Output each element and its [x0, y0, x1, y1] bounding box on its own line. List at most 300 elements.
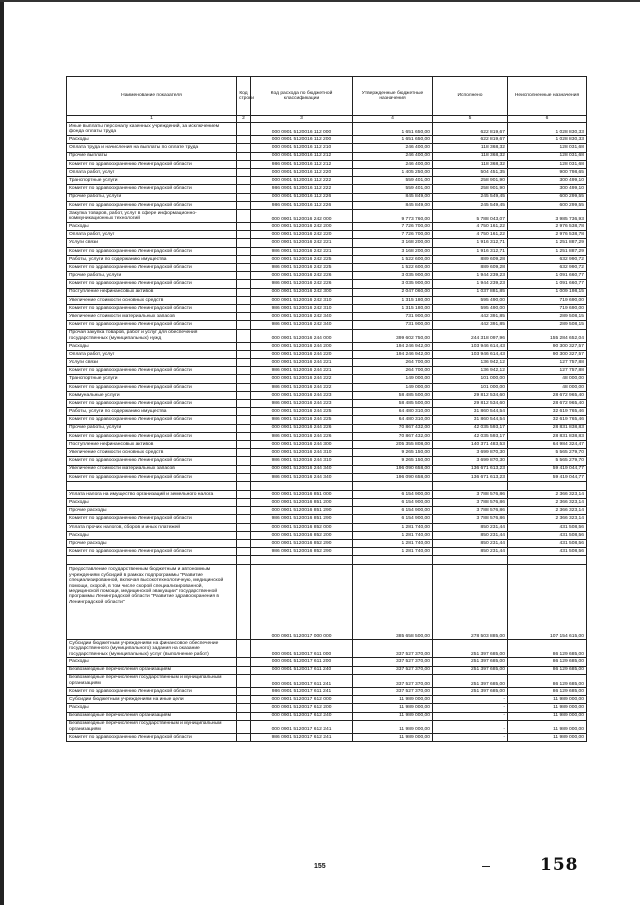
row-name: Комитет по здравоохранению Ленинградской области	[67, 457, 237, 465]
row-executed: -	[433, 696, 508, 704]
row-name: Оплата труда и начисления на выплаты по оплате труда	[67, 144, 237, 152]
row-name: Расходы	[67, 342, 237, 350]
row-code	[237, 329, 251, 342]
row-name: Комитет по здравоохранению Ленинградской области	[67, 515, 237, 523]
row-approved: 11 989 000,00	[353, 696, 433, 704]
row-approved: 149 000,00	[353, 375, 433, 383]
table-row	[67, 280, 587, 288]
row-unexecuted: 128 031,68	[508, 144, 587, 152]
row-name: Расходы	[67, 658, 237, 666]
row-approved: 6 154 900,00	[353, 490, 433, 498]
row-unexecuted: 128 031,68	[508, 152, 587, 160]
row-code	[237, 367, 251, 375]
row-classification-code: 000 0901 5120016 851 290	[251, 507, 353, 515]
row-approved: 9 265 150,00	[353, 449, 433, 457]
row-code	[237, 515, 251, 523]
row-classification-code: 986 0901 5120016 112 222	[251, 185, 353, 193]
table-row	[67, 185, 587, 193]
row-executed: 118 368,32	[433, 152, 508, 160]
row-executed: 1 944 239,23	[433, 280, 508, 288]
row-unexecuted: 3 985 736,93	[508, 209, 587, 222]
row-unexecuted: 431 508,56	[508, 548, 587, 556]
row-code	[237, 231, 251, 239]
table-row	[67, 123, 587, 136]
row-classification-code: 000 0901 5120016 242 300	[251, 288, 353, 296]
row-executed: 251 397 685,00	[433, 666, 508, 674]
row-approved: 559 401,00	[353, 185, 433, 193]
row-classification-code: 000 0901 5120016 112 226	[251, 193, 353, 201]
row-code	[237, 565, 251, 640]
row-classification-code: 000 0901 5120016 244 225	[251, 408, 353, 416]
row-name: Расходы	[67, 499, 237, 507]
header-approved: Утвержденные бюджетные назначения	[353, 77, 433, 116]
row-unexecuted: 28 672 965,40	[508, 400, 587, 408]
row-unexecuted: 600 299,55	[508, 193, 587, 201]
row-unexecuted: 86 129 685,00	[508, 666, 587, 674]
table-row	[67, 193, 587, 201]
row-classification-code: 000 0901 5120016 242 225	[251, 255, 353, 263]
row-executed: 5 788 043,07	[433, 209, 508, 222]
row-approved: 9 265 150,00	[353, 457, 433, 465]
row-executed: -	[433, 733, 508, 741]
row-classification-code: 000 0901 5120016 112 000	[251, 123, 353, 136]
row-executed: 3 788 576,86	[433, 499, 508, 507]
row-code	[237, 400, 251, 408]
budget-execution-table	[66, 76, 587, 742]
row-name: Работы, услуги по содержанию имущества	[67, 408, 237, 416]
table-row	[67, 391, 587, 399]
table-row	[67, 449, 587, 457]
row-name: Комитет по здравоохранению Ленинградской области	[67, 185, 237, 193]
row-executed: 3 699 870,30	[433, 457, 508, 465]
table-row	[67, 490, 587, 498]
row-unexecuted: 719 690,00	[508, 296, 587, 304]
row-code	[237, 640, 251, 658]
row-classification-code: 000 0901 5120017 612 000	[251, 696, 353, 704]
table-row	[67, 696, 587, 704]
table-row	[67, 144, 587, 152]
table-row	[67, 704, 587, 712]
row-classification-code: 000 0901 5120016 244 300	[251, 440, 353, 448]
row-name: Закупка товаров, работ, услуг в сфере информационно-коммуникационных технологий	[67, 209, 237, 222]
row-name: Коммунальные услуги	[67, 391, 237, 399]
row-approved: 196 090 658,00	[353, 465, 433, 473]
row-unexecuted: 86 129 685,00	[508, 640, 587, 658]
table-row	[67, 264, 587, 272]
row-approved: 337 527 370,00	[353, 658, 433, 666]
row-name: Прочие расходы	[67, 540, 237, 548]
table-row	[67, 168, 587, 176]
row-code	[237, 473, 251, 481]
row-classification-code: 986 0901 5120016 112 226	[251, 201, 353, 209]
header-unexecuted: Неисполненные назначения	[508, 77, 587, 116]
table-row	[67, 720, 587, 733]
row-classification-code: 000 0901 5120016 244 000	[251, 329, 353, 342]
footer-dash	[482, 866, 490, 867]
header-classification: Код расхода по бюджетной классификации	[251, 77, 353, 116]
row-executed: 622 819,67	[433, 123, 508, 136]
row-classification-code	[251, 481, 353, 490]
row-unexecuted: 2 976 538,78	[508, 223, 587, 231]
row-executed: 889 609,28	[433, 255, 508, 263]
row-executed: 258 901,90	[433, 185, 508, 193]
row-classification-code: 986 0901 5120016 242 310	[251, 304, 353, 312]
row-code	[237, 239, 251, 247]
row-code	[237, 123, 251, 136]
row-unexecuted: 1 251 887,29	[508, 247, 587, 255]
table-row	[67, 481, 587, 490]
row-approved	[353, 556, 433, 565]
table-row	[67, 400, 587, 408]
row-code	[237, 304, 251, 312]
row-name: Комитет по здравоохранению Ленинградской области	[67, 473, 237, 481]
row-approved: 7 726 700,00	[353, 231, 433, 239]
table-row	[67, 507, 587, 515]
row-unexecuted: 1 028 830,33	[508, 123, 587, 136]
row-executed: 31 860 544,54	[433, 416, 508, 424]
row-approved: 1 281 740,00	[353, 523, 433, 531]
column-number-row	[67, 116, 587, 123]
row-name: Предоставление государственным бюджетным и автономным учреждениям субсидий в рамках подпрограммы "Развитие специализированной, включая высокотехнологичную, медицинской помощи, скорой, в том числе скорой специализированной, медицинской помощи, медицинской эвакуации" государственной программы Ленинградской области "Развитие здравоохранения в Ленинградской области"	[67, 565, 237, 640]
row-classification-code: 000 0901 5120016 244 200	[251, 342, 353, 350]
row-approved: 1 281 740,00	[353, 540, 433, 548]
row-approved: 64 480 310,00	[353, 416, 433, 424]
row-executed: 3 788 576,86	[433, 507, 508, 515]
row-code	[237, 490, 251, 498]
row-unexecuted: 32 619 765,46	[508, 408, 587, 416]
row-unexecuted: 59 419 044,77	[508, 473, 587, 481]
row-code	[237, 720, 251, 733]
row-executed: 3 788 576,86	[433, 490, 508, 498]
row-code	[237, 424, 251, 432]
row-approved: 64 480 310,00	[353, 408, 433, 416]
row-name: Уплата прочих налогов, сборов и иных платежей	[67, 523, 237, 531]
row-unexecuted: 1 091 660,77	[508, 272, 587, 280]
row-classification-code: 986 0901 5120016 244 222	[251, 383, 353, 391]
row-code	[237, 264, 251, 272]
row-executed	[433, 481, 508, 490]
row-approved: 6 154 900,00	[353, 515, 433, 523]
row-unexecuted: 127 757,88	[508, 367, 587, 375]
row-unexecuted: 86 129 685,00	[508, 674, 587, 687]
row-classification-code: 000 0901 5120016 242 220	[251, 231, 353, 239]
row-unexecuted: 5 565 279,70	[508, 457, 587, 465]
row-approved: 337 527 370,00	[353, 687, 433, 695]
row-unexecuted: 1 251 887,29	[508, 239, 587, 247]
table-body	[67, 123, 587, 742]
row-executed: 103 946 614,43	[433, 350, 508, 358]
row-unexecuted: 59 419 044,77	[508, 465, 587, 473]
row-classification-code: 986 0901 5120016 244 225	[251, 416, 353, 424]
row-name: Транспортные услуги	[67, 375, 237, 383]
row-code	[237, 391, 251, 399]
row-name: Услуги связи	[67, 239, 237, 247]
row-classification-code: 000 0901 5120016 244 222	[251, 375, 353, 383]
table-row	[67, 342, 587, 350]
row-classification-code: 000 0901 5120016 242 340	[251, 313, 353, 321]
table-row	[67, 359, 587, 367]
row-approved: 1 315 180,00	[353, 304, 433, 312]
row-classification-code: 000 0901 5120016 242 310	[251, 296, 353, 304]
table-row	[67, 152, 587, 160]
row-code	[237, 457, 251, 465]
row-code	[237, 531, 251, 539]
row-code	[237, 383, 251, 391]
row-name: Прочие выплаты	[67, 152, 237, 160]
row-unexecuted: 107 154 615,00	[508, 565, 587, 640]
row-name: Поступление нефинансовых активов	[67, 440, 237, 448]
row-name: Безвозмездные перечисления организациям	[67, 666, 237, 674]
row-unexecuted: 289 508,15	[508, 313, 587, 321]
row-unexecuted: 127 757,88	[508, 359, 587, 367]
row-classification-code: 000 0901 5120016 112 210	[251, 144, 353, 152]
row-name: Комитет по здравоохранению Ленинградской области	[67, 367, 237, 375]
table-row	[67, 640, 587, 658]
row-name: Увеличение стоимости основных средств	[67, 449, 237, 457]
table-row	[67, 247, 587, 255]
row-executed: 118 368,32	[433, 144, 508, 152]
row-approved: 845 849,00	[353, 193, 433, 201]
scan-top-edge	[0, 0, 640, 2]
table-row	[67, 136, 587, 144]
row-executed: 278 503 885,00	[433, 565, 508, 640]
row-classification-code: 000 0901 5120016 852 200	[251, 531, 353, 539]
row-executed: 251 397 685,00	[433, 640, 508, 658]
row-name: Комитет по здравоохранению Ленинградской области	[67, 160, 237, 168]
row-approved: 70 867 432,00	[353, 432, 433, 440]
row-approved: 196 090 658,00	[353, 473, 433, 481]
table-row	[67, 367, 587, 375]
row-code	[237, 658, 251, 666]
row-unexecuted: 632 990,72	[508, 264, 587, 272]
row-unexecuted: 300 499,10	[508, 185, 587, 193]
row-code	[237, 193, 251, 201]
row-code	[237, 687, 251, 695]
row-code	[237, 712, 251, 720]
row-approved: 194 246 942,00	[353, 350, 433, 358]
row-executed: 850 231,44	[433, 523, 508, 531]
row-executed: -	[433, 720, 508, 733]
row-approved: 11 989 000,00	[353, 712, 433, 720]
row-classification-code: 000 0901 5120016 244 223	[251, 391, 353, 399]
table-row	[67, 540, 587, 548]
row-name: Комитет по здравоохранению Ленинградской области	[67, 280, 237, 288]
row-approved: 1 651 650,00	[353, 123, 433, 136]
row-code	[237, 359, 251, 367]
row-approved: 399 602 750,00	[353, 329, 433, 342]
row-code	[237, 481, 251, 490]
row-executed: 1 944 239,23	[433, 272, 508, 280]
row-approved: 845 849,00	[353, 201, 433, 209]
handwritten-page-stamp: 158	[540, 855, 579, 875]
table-row	[67, 473, 587, 481]
row-executed: 4 750 161,22	[433, 231, 508, 239]
row-classification-code	[251, 556, 353, 565]
table-row	[67, 457, 587, 465]
row-classification-code: 000 0901 5120016 851 000	[251, 490, 353, 498]
row-name: Прочие работы, услуги	[67, 272, 237, 280]
row-classification-code: 000 0901 5120016 244 221	[251, 359, 353, 367]
row-approved: 1 522 600,00	[353, 264, 433, 272]
row-unexecuted: 11 989 000,00	[508, 733, 587, 741]
row-name	[67, 556, 237, 565]
table-row	[67, 160, 587, 168]
row-classification-code: 986 0901 5120016 112 212	[251, 160, 353, 168]
row-unexecuted: 1 091 660,77	[508, 280, 587, 288]
row-code	[237, 136, 251, 144]
table-row	[67, 556, 587, 565]
table-row	[67, 523, 587, 531]
row-unexecuted: 28 672 965,40	[508, 391, 587, 399]
row-name: Комитет по здравоохранению Ленинградской области	[67, 432, 237, 440]
row-unexecuted: 90 300 327,57	[508, 342, 587, 350]
row-classification-code: 986 0901 5120016 244 221	[251, 367, 353, 375]
row-name: Комитет по здравоохранению Ленинградской области	[67, 416, 237, 424]
row-executed: 136 671 613,23	[433, 473, 508, 481]
row-executed: 850 231,44	[433, 540, 508, 548]
row-approved: 3 168 200,00	[353, 247, 433, 255]
column-number: 3	[251, 116, 353, 123]
row-name: Расходы	[67, 531, 237, 539]
row-approved: 3 035 900,00	[353, 272, 433, 280]
row-classification-code: 000 0901 5120016 852 000	[251, 523, 353, 531]
row-name: Субсидии бюджетным учреждениям на иные цели	[67, 696, 237, 704]
row-name: Комитет по здравоохранению Ленинградской области	[67, 201, 237, 209]
row-classification-code: 000 0901 5120016 852 290	[251, 540, 353, 548]
row-unexecuted: 900 798,65	[508, 168, 587, 176]
row-classification-code: 000 0901 5120017 612 200	[251, 704, 353, 712]
row-approved: 385 658 500,00	[353, 565, 433, 640]
row-code	[237, 247, 251, 255]
row-executed: 31 860 544,54	[433, 408, 508, 416]
row-unexecuted: 28 831 838,83	[508, 432, 587, 440]
row-executed: -	[433, 704, 508, 712]
row-executed: 442 391,85	[433, 313, 508, 321]
row-approved: 3 035 900,00	[353, 280, 433, 288]
row-classification-code: 986 0901 5120017 612 241	[251, 733, 353, 741]
table-row	[67, 687, 587, 695]
row-code	[237, 449, 251, 457]
row-name: Работы, услуги по содержанию имущества	[67, 255, 237, 263]
table-row	[67, 565, 587, 640]
row-unexecuted: 64 984 324,47	[508, 440, 587, 448]
row-approved: 2 047 060,00	[353, 288, 433, 296]
row-approved: 559 401,00	[353, 177, 433, 185]
row-classification-code: 000 0901 5120016 242 200	[251, 223, 353, 231]
row-name: Безвозмездные перечисления государственным и муниципальным организациям	[67, 674, 237, 687]
row-executed: 136 942,12	[433, 367, 508, 375]
row-executed: 101 000,00	[433, 375, 508, 383]
table-row	[67, 350, 587, 358]
row-name: Комитет по здравоохранению Ленинградской области	[67, 400, 237, 408]
header-code: Код строки	[237, 77, 251, 116]
row-unexecuted: 2 366 323,14	[508, 499, 587, 507]
row-unexecuted: 600 299,55	[508, 201, 587, 209]
row-name: Уплата налога на имущество организаций и земельного налога	[67, 490, 237, 498]
row-approved: 337 527 370,00	[353, 640, 433, 658]
row-approved: 205 355 808,00	[353, 440, 433, 448]
row-code	[237, 342, 251, 350]
row-unexecuted: 431 508,56	[508, 523, 587, 531]
table-row	[67, 304, 587, 312]
row-executed: 1 037 881,85	[433, 288, 508, 296]
row-name: Комитет по здравоохранению Ленинградской области	[67, 733, 237, 741]
table-row	[67, 209, 587, 222]
row-name: Оплата работ, услуг	[67, 168, 237, 176]
table-row	[67, 432, 587, 440]
table-row	[67, 408, 587, 416]
table-row	[67, 329, 587, 342]
scan-edge	[0, 0, 4, 905]
column-number: 6	[508, 116, 587, 123]
row-executed: 850 231,44	[433, 531, 508, 539]
row-executed	[433, 556, 508, 565]
row-approved: 9 773 760,00	[353, 209, 433, 222]
row-approved: 264 700,00	[353, 367, 433, 375]
row-code	[237, 704, 251, 712]
row-classification-code: 986 0901 5120017 611 241	[251, 687, 353, 695]
row-executed: 42 035 593,17	[433, 424, 508, 432]
table-row	[67, 733, 587, 741]
row-code	[237, 152, 251, 160]
row-name: Безвозмездные перечисления государственным и муниципальным организациям	[67, 720, 237, 733]
row-executed: 29 812 534,60	[433, 400, 508, 408]
row-name: Комитет по здравоохранению Ленинградской области	[67, 548, 237, 556]
row-code	[237, 375, 251, 383]
row-unexecuted: 155 284 652,04	[508, 329, 587, 342]
row-code	[237, 168, 251, 176]
row-classification-code: 986 0901 5120016 242 340	[251, 321, 353, 329]
row-executed: 244 318 097,96	[433, 329, 508, 342]
row-approved: 1 315 180,00	[353, 296, 433, 304]
row-classification-code: 000 0901 5120017 611 000	[251, 640, 353, 658]
row-code	[237, 408, 251, 416]
row-name: Транспортные услуги	[67, 177, 237, 185]
row-code	[237, 440, 251, 448]
row-approved: 58 485 500,00	[353, 391, 433, 399]
row-classification-code: 986 0901 5120016 851 290	[251, 515, 353, 523]
row-classification-code: 000 0901 5120016 112 220	[251, 168, 353, 176]
row-name: Прочая закупка товаров, работ и услуг для обеспечения государственных (муниципальных) нужд	[67, 329, 237, 342]
row-unexecuted: 48 000,00	[508, 383, 587, 391]
table-row	[67, 712, 587, 720]
row-executed: 29 812 534,60	[433, 391, 508, 399]
table-row	[67, 424, 587, 432]
header-name: Наименование показателя	[67, 77, 237, 116]
row-name: Прочие работы, услуги	[67, 193, 237, 201]
row-approved: 11 989 000,00	[353, 733, 433, 741]
row-classification-code: 000 0901 5120016 851 200	[251, 499, 353, 507]
row-executed: 442 391,85	[433, 321, 508, 329]
row-name: Комитет по здравоохранению Ленинградской области	[67, 247, 237, 255]
row-classification-code: 000 0901 5120016 244 340	[251, 465, 353, 473]
row-classification-code: 986 0901 5120016 852 290	[251, 548, 353, 556]
row-code	[237, 160, 251, 168]
row-approved: 1 281 740,00	[353, 548, 433, 556]
row-unexecuted: 431 508,56	[508, 540, 587, 548]
row-approved: 194 246 942,00	[353, 342, 433, 350]
row-unexecuted	[508, 481, 587, 490]
row-executed: -	[433, 712, 508, 720]
row-classification-code: 000 0901 5120016 112 212	[251, 152, 353, 160]
row-approved: 70 867 432,00	[353, 424, 433, 432]
row-classification-code: 986 0901 5120016 244 226	[251, 432, 353, 440]
row-executed: 850 231,44	[433, 548, 508, 556]
table-row	[67, 272, 587, 280]
row-executed: 3 699 870,30	[433, 449, 508, 457]
table-row	[67, 383, 587, 391]
row-name: Комитет по здравоохранению Ленинградской области	[67, 383, 237, 391]
